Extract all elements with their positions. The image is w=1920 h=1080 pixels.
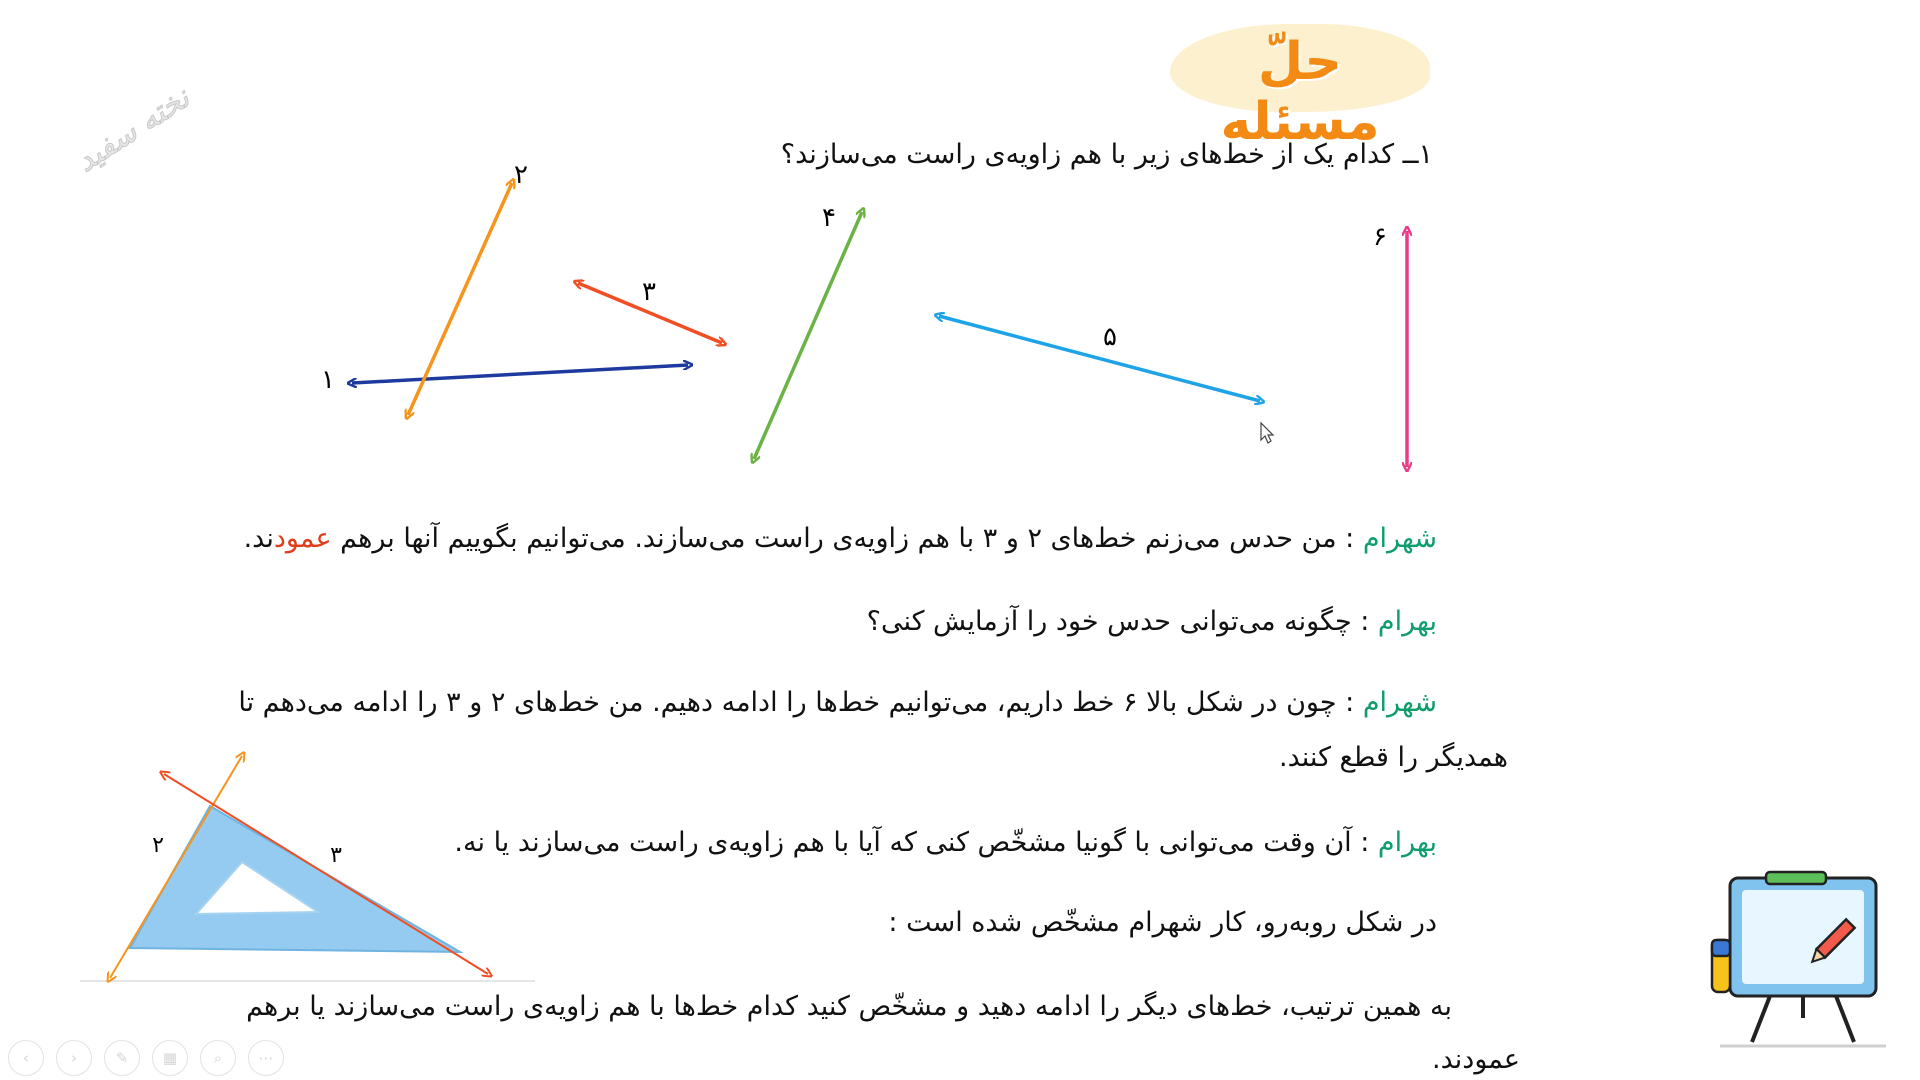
set-square-body [130, 806, 460, 952]
dialogue-line-3-continuation: همدیگر را قطع کنند. [1279, 742, 1508, 773]
more-options-button[interactable]: ⋯ [248, 1040, 284, 1076]
previous-slide-button[interactable]: ‹ [8, 1040, 44, 1076]
mouse-cursor-icon [1261, 423, 1273, 443]
line-4-label: ۴ [822, 203, 836, 233]
speaker-separator: : [1351, 827, 1378, 858]
line-1-label: ۱ [321, 365, 335, 395]
dialogue-line-3 [238, 686, 1437, 720]
instruction-line-1: به همین ترتیب، خط‌های دیگر را ادامه دهید و مشخّص کنید کدام خط‌ها با هم زاویه‌ی راست می‌سازند یا برهم [246, 991, 1452, 1022]
line-1 [352, 365, 688, 383]
question-text: ۱ــ کدام یک از خط‌های زیر با هم زاویه‌ی راست می‌سازند؟ [780, 139, 1433, 170]
next-slide-button[interactable]: › [56, 1040, 92, 1076]
dialogue-text-tail: ند. [243, 523, 274, 554]
line-2-label: ۲ [514, 160, 528, 190]
dialogue-text: چگونه می‌توانی حدس خود را آزمایش کنی؟ [866, 606, 1352, 637]
dialogue-text: چون در شکل بالا ۶ خط داریم، می‌توانیم خط‌ها را ادامه دهیم. من خط‌های ۲ و ۳ را ادامه می‌دهم تا [238, 687, 1337, 718]
pen-tool-button[interactable]: ✎ [104, 1040, 140, 1076]
set-square-figure [70, 740, 550, 990]
line-5 [939, 316, 1260, 401]
dialogue-line-1 [244, 522, 1437, 556]
line-6-label: ۶ [1373, 222, 1387, 252]
dialogue-line-2 [867, 605, 1437, 639]
highlighted-word: عمود [273, 523, 332, 554]
slide-title: حلّ مسئله [1220, 32, 1380, 152]
triangle-label-2: ۲ [152, 833, 164, 858]
dialogue-text: من حدس می‌زنم خط‌های ۲ و ۳ با هم زاویه‌ی راست می‌سازند. می‌توانیم بگوییم آنها برهم [331, 523, 1337, 554]
speaker-name: شهرام [1362, 687, 1437, 718]
triangle-label-3: ۳ [330, 843, 342, 868]
speaker-name: شهرام [1362, 523, 1437, 554]
line-3-label: ۳ [642, 277, 656, 307]
slides-view-button[interactable]: ▦ [152, 1040, 188, 1076]
figure-note: در شکل روبه‌رو، کار شهرام مشخّص شده است : [888, 907, 1437, 938]
player-controls [8, 1040, 284, 1076]
instruction-line-2: عمودند. [1432, 1044, 1520, 1075]
speaker-name: بهرام [1377, 827, 1437, 858]
line-2 [408, 183, 512, 415]
dialogue-line-4 [454, 826, 1437, 860]
speaker-name: بهرام [1377, 606, 1437, 637]
line-5-label: ۵ [1103, 322, 1117, 352]
watermark-text: نخته سفید [70, 80, 196, 180]
zoom-button[interactable]: ⌕ [200, 1040, 236, 1076]
dialogue-text: آن وقت می‌توانی با گونیا مشخّص کنی که آیا با هم زاویه‌ی راست می‌سازند یا نه. [454, 827, 1352, 858]
line-4 [754, 212, 862, 459]
speaker-separator: : [1336, 687, 1363, 718]
speaker-separator: : [1351, 606, 1378, 637]
speaker-separator: : [1336, 523, 1363, 554]
whiteboard-easel-icon [1700, 860, 1900, 1050]
